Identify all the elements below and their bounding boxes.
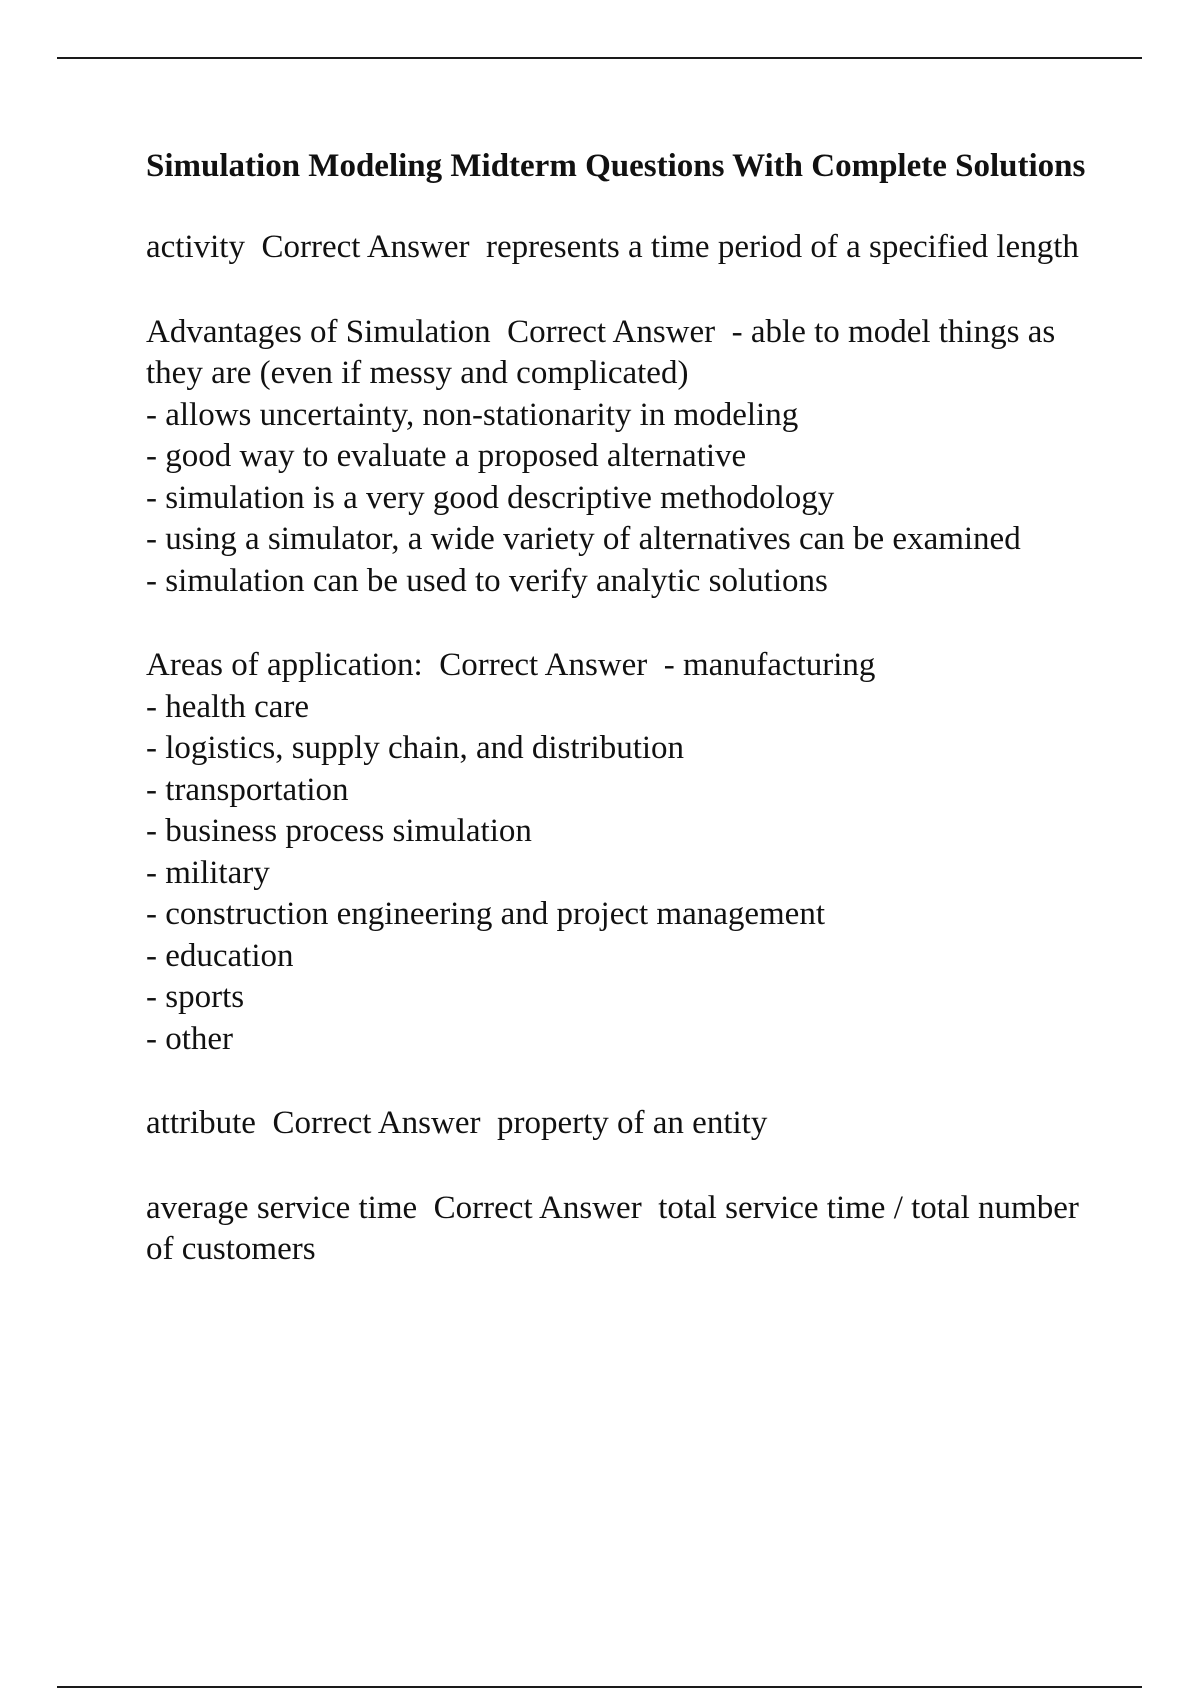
entry-term: Advantages of Simulation xyxy=(146,313,491,350)
answer-line: represents a time period of a specified length xyxy=(486,229,1079,265)
top-rule xyxy=(57,57,1142,59)
document-body xyxy=(146,145,1086,1314)
entry-term: average service time xyxy=(146,1189,418,1226)
answer-line: - manufacturing xyxy=(663,647,876,683)
answer-line: - using a simulator, a wide variety of alternatives can be examined xyxy=(146,521,1021,557)
bottom-rule xyxy=(57,1686,1142,1688)
qa-entry xyxy=(146,1188,1086,1271)
answer-line: - good way to evaluate a proposed alternative xyxy=(146,438,747,474)
answer-line: property of an entity xyxy=(497,1105,768,1141)
entry-term: attribute xyxy=(146,1105,256,1141)
entry-term: Areas of application: xyxy=(146,647,423,683)
answer-line: - business process simulation xyxy=(146,813,532,849)
correct-answer-label: Correct Answer xyxy=(261,229,470,265)
correct-answer-label: Correct Answer xyxy=(507,313,716,350)
answer-line: - able to model things as they are (even if messy and complicated) xyxy=(146,313,1064,391)
answer-line: - logistics, supply chain, and distribution xyxy=(146,730,685,766)
answer-line: total service time / total number of customers xyxy=(146,1189,1088,1267)
correct-answer-label: Correct Answer xyxy=(433,1189,642,1226)
answer-line: - transportation xyxy=(146,771,349,808)
answer-line: - sports xyxy=(146,979,245,1015)
qa-entry xyxy=(146,645,1086,1060)
correct-answer-label: Correct Answer xyxy=(272,1105,481,1141)
entry-term: activity xyxy=(146,229,245,265)
correct-answer-label: Correct Answer xyxy=(439,647,648,683)
answer-line: - health care xyxy=(146,688,310,725)
qa-entry xyxy=(146,227,1086,269)
answer-line: - construction engineering and project management xyxy=(146,896,825,932)
answer-line: - military xyxy=(146,854,270,891)
answer-line: - other xyxy=(146,1020,234,1057)
answer-line: - simulation is a very good descriptive methodology xyxy=(146,479,835,516)
answer-line: - education xyxy=(146,937,294,974)
answer-line: - allows uncertainty, non-stationarity in modeling xyxy=(146,396,799,433)
qa-entry xyxy=(146,312,1086,603)
answer-line: - simulation can be used to verify analytic solutions xyxy=(146,562,828,599)
document-title: Simulation Modeling Midterm Questions With Complete Solutions xyxy=(146,148,1086,184)
qa-entry xyxy=(146,1103,1086,1145)
